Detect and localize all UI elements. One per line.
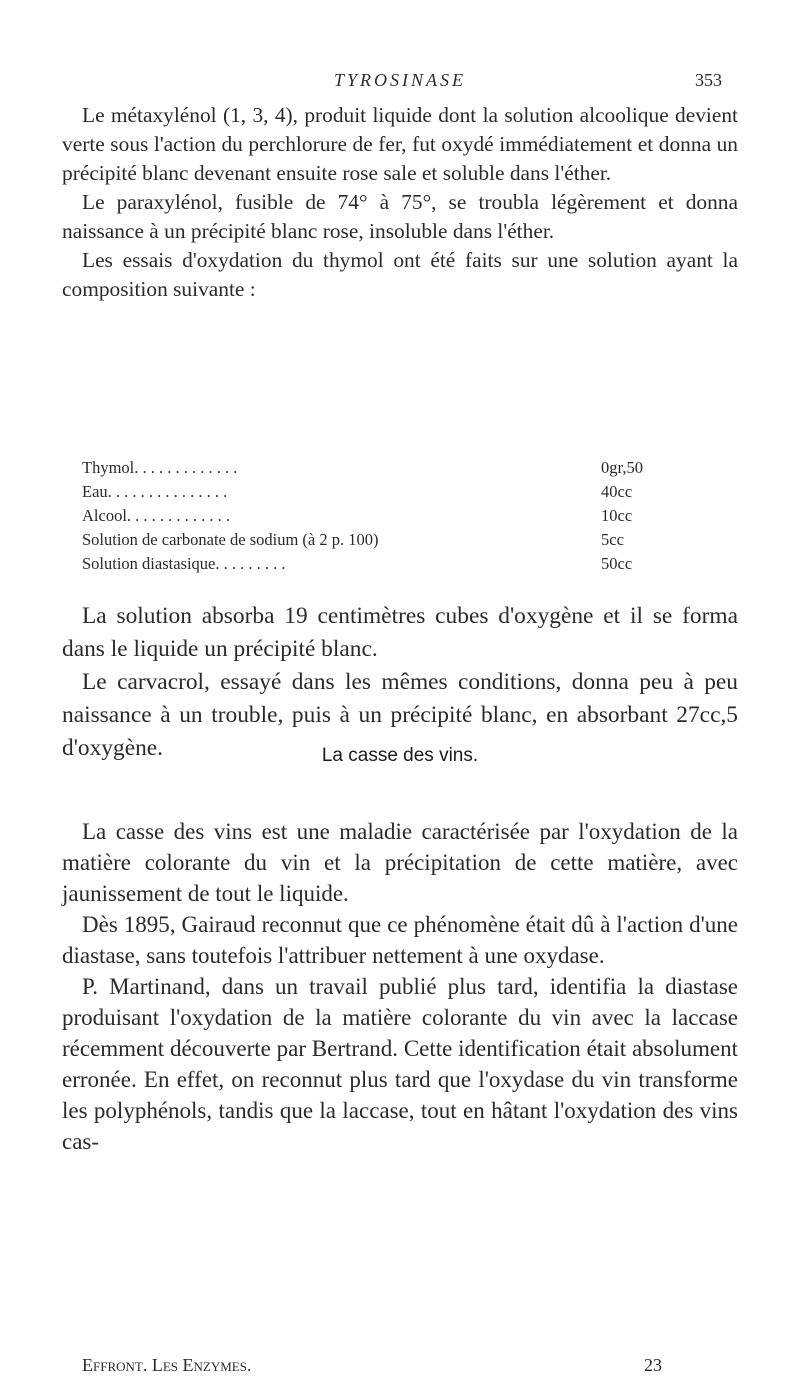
paragraph-thymol-intro: Les essais d'oxydation du thymol ont été faits sur une solution ayant la composition suivante : bbox=[62, 248, 738, 301]
page-header bbox=[0, 70, 800, 100]
ingredient-name: Alcool. . . . . . . . . . . . . bbox=[82, 506, 231, 525]
ingredient-quantity: 10cc bbox=[601, 506, 633, 525]
page-number: 353 bbox=[695, 70, 722, 90]
composition-row bbox=[82, 504, 682, 528]
paragraph-paraxylenol: Le paraxylénol, fusible de 74° à 75°, se troubla légèrement et donna naissance à un précipité blanc rose, insoluble dans l'éther. bbox=[62, 190, 738, 243]
text-block-xylenols bbox=[62, 101, 738, 304]
ingredient-name: Thymol. . . . . . . . . . . . . bbox=[82, 458, 238, 477]
text-block-casse-des-vins bbox=[62, 816, 738, 1157]
signature-number: 23 bbox=[644, 1355, 662, 1375]
page-footer bbox=[82, 1355, 662, 1381]
ingredient-quantity: 5cc bbox=[601, 530, 624, 549]
printer-signature: Effront. Les Enzymes. bbox=[82, 1355, 252, 1375]
composition-row bbox=[82, 528, 682, 552]
paragraph-martinand: P. Martinand, dans un travail publié plus tard, identifia la diastase produisant l'oxydation de la matière colorante du vin avec la laccase récemment découverte par Bertrand. Cette identification était absolument erronée. En effet, on reconnut plus tard que l'oxydase du vin transforme les polyphénols, tandis que la laccase, tout en hâtant l'oxydation des vins cas- bbox=[62, 974, 738, 1154]
composition-row bbox=[82, 480, 682, 504]
text-block-thymol-carvacrol bbox=[62, 600, 738, 765]
ingredient-quantity: 0gr,50 bbox=[601, 458, 643, 477]
paragraph-carvacrol: Le carvacrol, essayé dans les mêmes conditions, donna peu à peu naissance à un trouble, puis à un précipité blanc, en absorbant 27cc,5 d'oxygène. bbox=[62, 669, 738, 761]
ingredient-quantity: 50cc bbox=[601, 554, 633, 573]
ingredient-name: Solution de carbonate de sodium (à 2 p. 100) bbox=[82, 530, 379, 549]
paragraph-metaxylenol: Le métaxylénol (1, 3, 4), produit liquide dont la solution alcoolique devient verte sous l'action du perchlorure de fer, fut oxydé immédiatement et donna un précipité blanc devenant ensuite rose sale et soluble dans l'éther. bbox=[62, 103, 738, 185]
ingredient-quantity: 40cc bbox=[601, 482, 633, 501]
paragraph-thymol-result: La solution absorba 19 centimètres cubes d'oxygène et il se forma dans le liquide un précipité blanc. bbox=[62, 603, 738, 662]
thymol-composition-table bbox=[82, 456, 682, 576]
composition-row bbox=[82, 552, 682, 576]
ingredient-name: Eau. . . . . . . . . . . . . . . bbox=[82, 482, 228, 501]
ingredient-name: Solution diastasique. . . . . . . . . bbox=[82, 554, 286, 573]
paragraph-casse-definition: La casse des vins est une maladie caractérisée par l'oxydation de la matière colorante du vin et la précipitation de cette matière, avec jaunissement de tout le liquide. bbox=[62, 819, 738, 906]
section-heading: La casse des vins. bbox=[321, 745, 479, 766]
running-title: TYROSINASE bbox=[333, 70, 466, 90]
composition-row bbox=[82, 456, 682, 480]
paragraph-gairaud: Dès 1895, Gairaud reconnut que ce phénomène était dû à l'action d'une diastase, sans toutefois l'attribuer nettement à une oxydase. bbox=[62, 912, 738, 968]
